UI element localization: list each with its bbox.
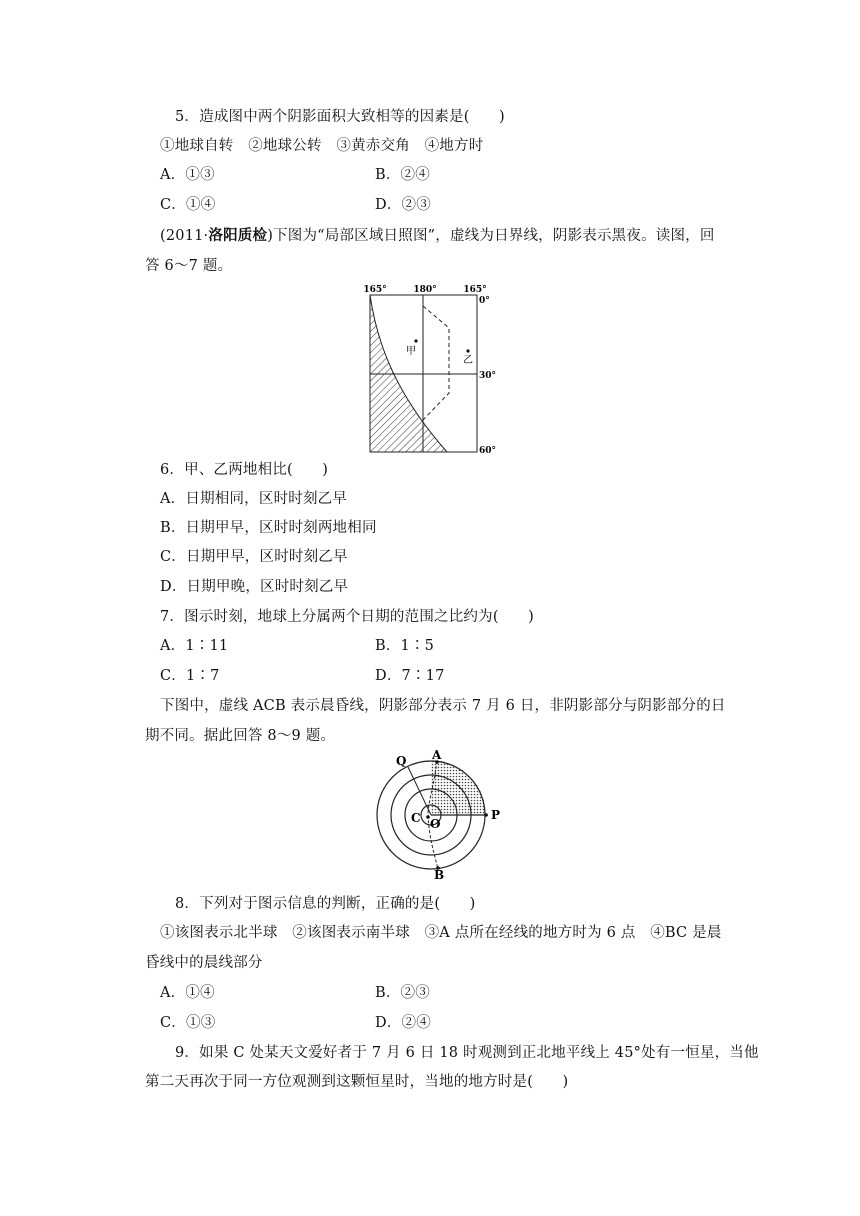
q7-stem: 7．图示时刻，地球上分属两个日期的范围之比约为( ) xyxy=(160,609,534,625)
q8-options-line1: ①该图表示北半球 ②该图表示南半球 ③A 点所在经线的地方时为 6 点 ④BC 是晨 xyxy=(160,925,722,941)
point-yi-dot xyxy=(466,349,469,352)
q6-option-a: A．日期相同，区时时刻乙早 xyxy=(160,491,348,507)
q5-options-line: ①地球自转 ②地球公转 ③黄赤交角 ④地方时 xyxy=(160,138,484,154)
intro1-line2: 答 6～7 题。 xyxy=(145,258,233,274)
label-q: Q xyxy=(396,754,407,768)
q5-option-d: D．②③ xyxy=(375,197,431,213)
q8-option-d: D．②④ xyxy=(375,1015,431,1031)
label-p: P xyxy=(491,808,501,822)
q6-option-c: C．日期甲早，区时时刻乙早 xyxy=(160,549,348,565)
q5-stem: 5．造成图中两个阴影面积大致相等的因素是( ) xyxy=(175,109,505,125)
sunlight-map-figure xyxy=(355,283,505,458)
q7-option-a: A．1∶11 xyxy=(160,638,229,654)
terminator-circle-figure xyxy=(368,745,518,880)
q8-option-c: C．①③ xyxy=(160,1015,216,1031)
q7-option-c: C．1∶7 xyxy=(160,668,220,684)
point-p-dot xyxy=(484,813,488,817)
q9-line2: 第二天再次于同一方位观测到这颗恒星时，当地的地方时是( ) xyxy=(145,1074,569,1090)
label-o: O xyxy=(430,817,441,831)
q6-option-d: D．日期甲晚，区时时刻乙早 xyxy=(160,579,349,595)
intro1-source-name: 洛阳质检 xyxy=(208,227,268,244)
point-jia-dot xyxy=(414,339,417,342)
top-label-165e: 165° xyxy=(463,285,487,295)
q5-option-a: A．①③ xyxy=(160,167,215,183)
intro1-source-pre: (2011· xyxy=(160,228,209,244)
intro1-text: )下图为“局部区域日照图”，虚线为日界线，阴影表示黑夜。读图，回 xyxy=(267,228,715,244)
top-label-165w: 165° xyxy=(363,285,387,295)
line-qo xyxy=(408,767,431,815)
label-a: A xyxy=(432,748,442,762)
q5-option-c: C．①④ xyxy=(160,197,216,213)
intro2-line2: 期不同。据此回答 8～9 题。 xyxy=(145,728,336,744)
right-label-60: 60° xyxy=(479,446,497,456)
label-b: B xyxy=(434,868,445,880)
right-label-0: 0° xyxy=(479,296,490,306)
q5-option-b: B．②④ xyxy=(375,167,430,183)
right-label-30: 30° xyxy=(479,371,497,381)
q9-line1: 9．如果 C 处某天文爱好者于 7 月 6 日 18 时观测到正北地平线上 45°处有一恒星，当他 xyxy=(175,1045,759,1061)
intro1-line1 xyxy=(160,224,715,245)
top-label-180: 180° xyxy=(413,285,437,295)
q8-option-b: B．②③ xyxy=(375,985,430,1001)
q7-option-b: B．1∶5 xyxy=(375,638,435,654)
label-c: C xyxy=(411,811,421,825)
q6-option-b: B．日期甲早，区时时刻两地相同 xyxy=(160,520,377,536)
q8-options-line2: 昏线中的晨线部分 xyxy=(145,955,263,971)
q7-option-d: D．7∶17 xyxy=(375,668,445,684)
point-jia-label: 甲 xyxy=(406,346,416,357)
q8-option-a: A．①④ xyxy=(160,985,215,1001)
q6-stem: 6．甲、乙两地相比( ) xyxy=(160,462,329,478)
q8-stem: 8．下列对于图示信息的判断，正确的是( ) xyxy=(175,896,476,912)
intro2-line1: 下图中，虚线 ACB 表示晨昏线，阴影部分表示 7 月 6 日，非阴影部分与阴影部分的日 xyxy=(160,698,726,714)
point-yi-label: 乙 xyxy=(463,355,473,366)
